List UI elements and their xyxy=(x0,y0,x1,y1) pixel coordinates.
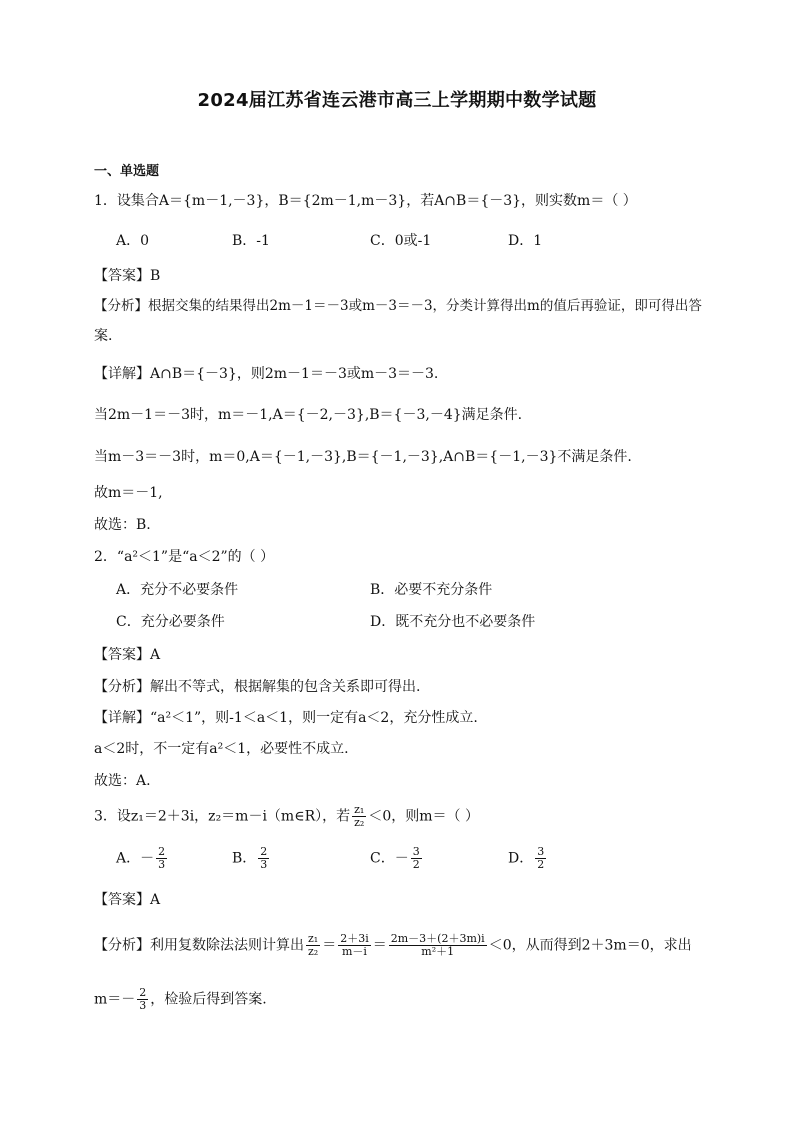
q3-analysis xyxy=(94,933,692,958)
q3-option-c-num: 3 xyxy=(412,845,420,858)
q2-option-c: C．充分必要条件 xyxy=(116,614,225,630)
q3-option-b-den: 3 xyxy=(260,858,268,871)
q2-stem: 2．“a²＜1”是“a＜2”的（ ） xyxy=(94,549,275,565)
q2-analysis: 【分析】解出不等式，根据解集的包含关系即可得出. xyxy=(94,679,421,695)
q3-option-b-label: B． xyxy=(232,850,257,867)
q3-option-c-fraction xyxy=(411,846,422,871)
q2-option-b: B．必要不充分条件 xyxy=(370,582,493,598)
q3-stem-fraction xyxy=(352,804,366,829)
q3-option-c xyxy=(370,846,424,871)
q3-analysis-text-c2: ，检验后得到答案. xyxy=(150,991,267,1008)
section-heading: 一、单选题 xyxy=(94,164,160,179)
q3-analysis-text-b: ＜0，从而得到2＋3m＝0，求出 xyxy=(488,937,692,954)
q1-conclusion: 故m＝－1, xyxy=(94,485,163,501)
q1-detail: 【详解】A∩B＝{－3}，则2m－1＝－3或m－3＝－3. xyxy=(94,366,439,382)
q3-analysis-frac-4 xyxy=(137,987,148,1012)
q3-stem-text-a: 3．设z₁＝2＋3i，z₂＝m－i（m∈R），若 xyxy=(94,808,351,825)
q3-option-a-fraction xyxy=(156,846,167,871)
q1-option-b: B．-1 xyxy=(232,233,270,249)
q3-stem-frac-num: z₁ xyxy=(354,803,365,816)
q3-analysis-frac-1-num: z₁ xyxy=(308,932,319,945)
q3-answer: 【答案】A xyxy=(94,892,161,908)
q1-case-2: 当m－3＝－3时，m＝0,A＝{－1,－3},B＝{－1,－3},A∩B＝{－1,－3}不满足条件. xyxy=(94,449,632,465)
q3-option-d-den: 2 xyxy=(537,858,545,871)
q3-option-a-den: 3 xyxy=(158,858,166,871)
q1-choose: 故选：B. xyxy=(94,517,151,533)
q3-option-a xyxy=(116,846,169,871)
q2-answer: 【答案】A xyxy=(94,647,161,663)
q3-analysis-frac-4-num: 2 xyxy=(139,986,147,999)
q3-stem-frac-den: z₂ xyxy=(354,816,365,829)
q3-analysis-text-c1: m＝－ xyxy=(94,991,136,1008)
q1-option-a: A．0 xyxy=(116,233,150,249)
q1-analysis-cont: 案. xyxy=(94,328,113,344)
q3-option-d-label: D． xyxy=(508,850,534,867)
q2-option-a: A．充分不必要条件 xyxy=(116,582,239,598)
q3-analysis-frac-1-den: z₂ xyxy=(308,945,319,958)
q3-analysis-frac-1 xyxy=(306,933,320,958)
q3-analysis-eq-2: ＝ xyxy=(372,937,387,954)
q3-analysis-frac-2 xyxy=(338,933,371,958)
page-title: 2024届江苏省连云港市高三上学期期中数学试题 xyxy=(197,90,597,111)
q1-option-d: D．1 xyxy=(508,233,543,249)
q3-option-b-fraction xyxy=(258,846,269,871)
q3-analysis-cont xyxy=(94,987,267,1012)
q3-option-d-num: 3 xyxy=(537,845,545,858)
q3-option-a-num: 2 xyxy=(158,845,166,858)
q3-analysis-text-a: 【分析】利用复数除法法则计算出 xyxy=(94,937,304,954)
q3-stem xyxy=(94,804,479,829)
q2-detail: 【详解】“a²＜1”，则-1＜a＜1，则一定有a＜2，充分性成立. xyxy=(94,710,478,726)
q3-analysis-frac-2-den: m－i xyxy=(342,945,367,958)
q1-case-1: 当2m－1＝－3时，m＝－1,A＝{－2,－3},B＝{－3,－4}满足条件. xyxy=(94,407,523,423)
q3-option-c-label: C．－ xyxy=(370,850,409,867)
q3-option-a-label: A．－ xyxy=(116,850,155,867)
q1-stem: 1．设集合A＝{m－1,－3}，B＝{2m－1,m－3}，若A∩B＝{－3}，则实数m＝（ ） xyxy=(94,193,637,209)
q1-option-c: C．0或-1 xyxy=(370,233,432,249)
q3-analysis-frac-4-den: 3 xyxy=(139,999,147,1012)
q3-option-d xyxy=(508,846,548,871)
q2-detail-2: a＜2时，不一定有a²＜1，必要性不成立. xyxy=(94,741,349,757)
q3-stem-text-b: ＜0，则m＝（ ） xyxy=(368,808,479,825)
q1-answer: 【答案】B xyxy=(94,268,161,284)
q3-analysis-frac-3 xyxy=(389,933,487,958)
q3-analysis-frac-3-den: m²＋1 xyxy=(421,945,455,958)
q3-option-d-fraction xyxy=(535,846,546,871)
q3-option-b-num: 2 xyxy=(260,845,268,858)
q2-option-d: D．既不充分也不必要条件 xyxy=(370,614,536,630)
q3-option-b xyxy=(232,846,271,871)
q3-analysis-frac-2-num: 2＋3i xyxy=(340,932,369,945)
q3-option-c-den: 2 xyxy=(412,858,420,871)
q3-analysis-frac-3-num: 2m－3＋(2＋3m)i xyxy=(390,932,485,945)
q3-analysis-eq-1: ＝ xyxy=(322,937,337,954)
q1-analysis: 【分析】根据交集的结果得出2m－1＝－3或m－3＝－3，分类计算得出m的值后再验证，即可得出答 xyxy=(94,298,702,314)
q2-choose: 故选：A. xyxy=(94,773,151,789)
